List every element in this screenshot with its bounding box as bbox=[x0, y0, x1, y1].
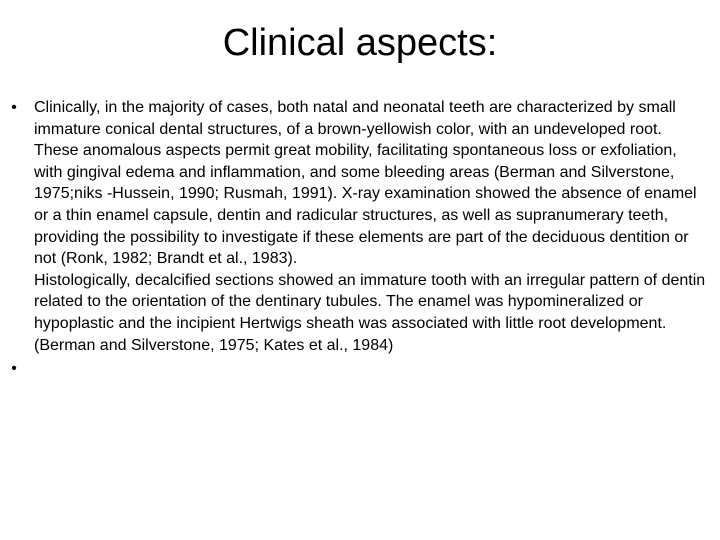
bullet-item-empty bbox=[0, 358, 720, 380]
bullet-list bbox=[0, 97, 720, 380]
bullet-icon: • bbox=[11, 99, 17, 116]
bullet-paragraph-histology: Histologically, decalcified sections showed an immature tooth with an irregular pattern of dentin related to the orientation of the dentinary tubules. The enamel was hypomineralized or hypoplastic and the incipient Hertwigs sheath was associated with little root development. (Berman and Silverstone, 1975; Kates et al., 1984) bbox=[34, 271, 706, 354]
bullet-paragraph-clinical: Clinically, in the majority of cases, both natal and neonatal teeth are characterized by small immature conical dental structures, of a brown-yellowish color, with an undeveloped root. These anomalous aspects permit great mobility, facilitating spontaneous loss or exfoliation, with gingival edema and inflammation, and some bleeding areas (Berman and Silverstone, 1975;niks -Hussein, 1990; Rusmah, 1991). X-ray examination showed the absence of enamel or a thin enamel capsule, dentin and radicular structures, as well as supranumerary teeth, providing the possibility to investigate if these elements are part of the deciduous dentition or not (Ronk, 1982; Brandt et al., 1983). bbox=[34, 99, 697, 268]
bullet-item-clinical-description bbox=[0, 97, 720, 356]
slide-title: Clinical aspects: bbox=[222, 22, 498, 64]
bullet-icon: • bbox=[11, 360, 17, 378]
